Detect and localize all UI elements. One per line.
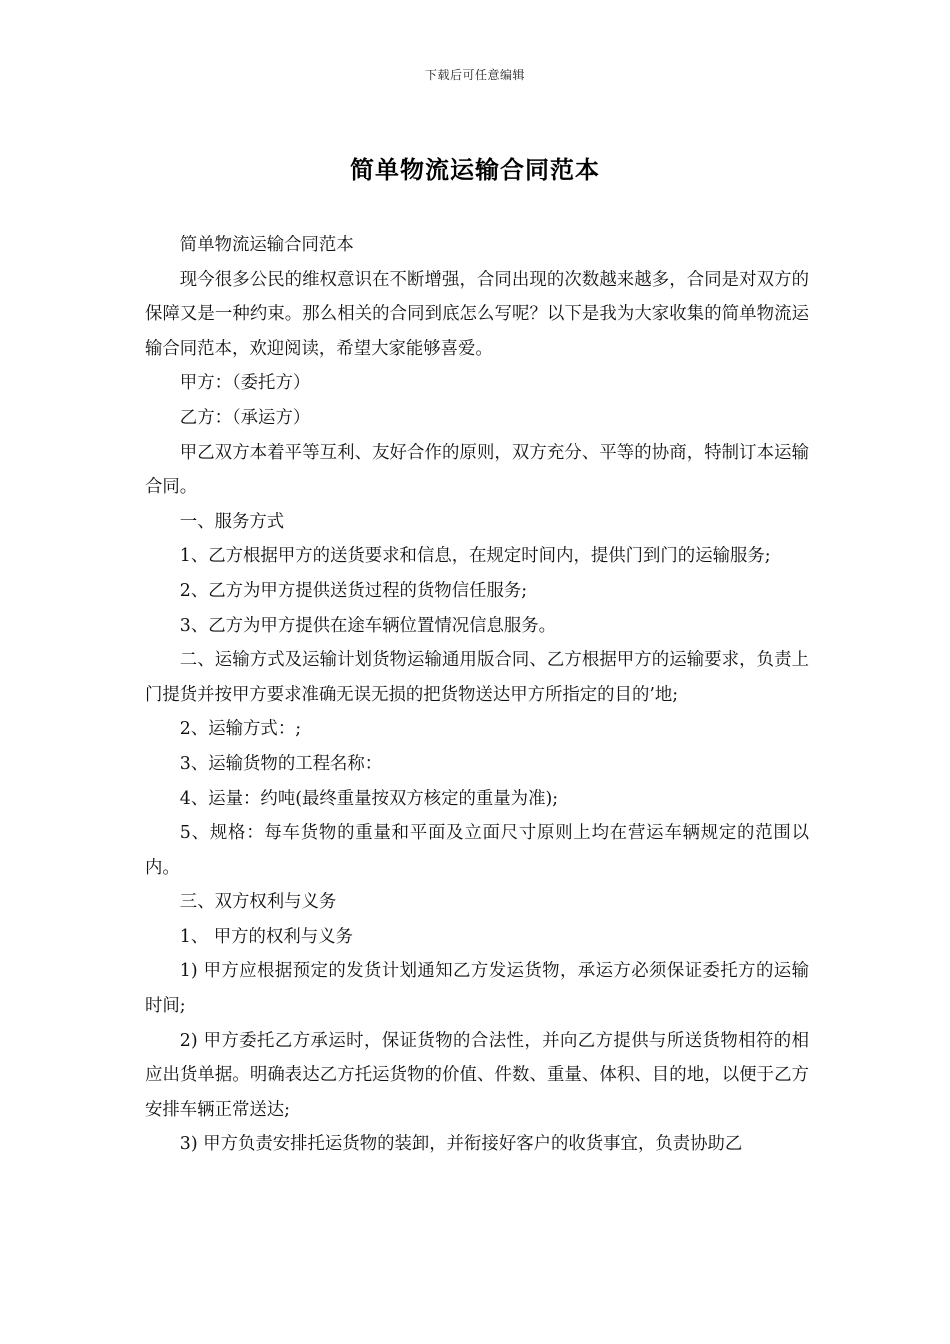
paragraph: 1、乙方根据甲方的送货要求和信息，在规定时间内，提供门到门的运输服务; (179, 546, 771, 567)
paragraph: 5、规格：每车货物的重量和平面及立面尺寸原则上均在营运车辆规定的范围以内。 (145, 823, 809, 878)
section-heading: 二、运输方式及运输计划货物运输通用版合同、乙方根据甲方的运输要求，负责上门提货并按甲方要求准确无误无损的把货物送达甲方所指定的目的’地; (145, 650, 809, 705)
paragraph: 4、运量：约吨(最终重量按双方核定的重量为准); (179, 788, 559, 809)
paragraph: 甲乙双方本着平等互利、友好合作的原则，双方充分、平等的协商，特制订本运输合同。 (145, 442, 809, 498)
paragraph: 3) 甲方负责安排托运货物的装卸，并衔接好客户的收货事宜，负责协助乙 (179, 1134, 743, 1155)
paragraph: 2、运输方式：; (179, 719, 302, 740)
document-title: 简单物流运输合同范本 (350, 155, 600, 184)
paragraph: 2、乙方为甲方提供送货过程的货物信任服务; (179, 580, 528, 601)
paragraph: 甲方：（委托方） (179, 373, 311, 394)
paragraph: 简单物流运输合同范本 (179, 235, 354, 255)
paragraph: 1) 甲方应根据预定的发货计划通知乙方发运货物，承运方必须保证委托方的运输时间; (145, 961, 809, 1017)
paragraph: 3、运输货物的工程名称： (179, 753, 383, 774)
paragraph: 现今很多公民的维权意识在不断增强，合同出现的次数越来越多，合同是对双方的保障又是一种约束。那么相关的合同到底怎么写呢？以下是我为大家收集的简单物流运输合同范本，欢迎阅读，希望大家能够喜爱。 (145, 269, 809, 359)
paragraph: 3、乙方为甲方提供在途车辆位置情况信息服务。 (179, 615, 557, 636)
paragraph: 乙方：（承运方） (179, 407, 311, 428)
subsection-heading: 1、 甲方的权利与义务 (179, 926, 353, 947)
section-heading: 一、服务方式 (179, 511, 285, 532)
header-note: 下载后可任意编辑 (424, 68, 525, 82)
section-heading: 三、双方权利与义务 (179, 892, 337, 913)
document-body (145, 228, 809, 1162)
paragraph: 2) 甲方委托乙方承运时，保证货物的合法性，并向乙方提供与所送货物相符的相应出货单据。明确表达乙方托运货物的价值、件数、重量、体积、目的地，以便于乙方安排车辆正常送达; (145, 1030, 809, 1120)
